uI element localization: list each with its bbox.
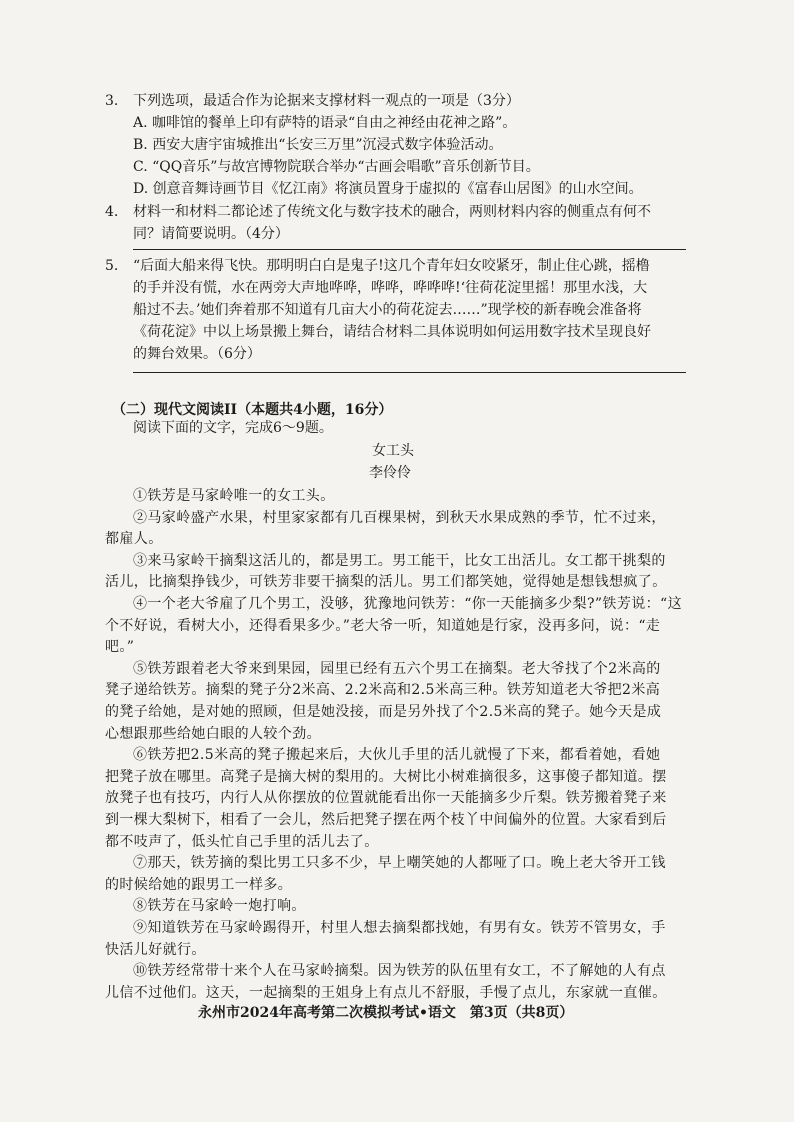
story-author: 李伶伶 (369, 465, 411, 481)
story-line: ⑥铁芳把2.5米高的凳子搬起来后，大伙儿手里的活儿就慢了下来，都看着她，看她 (133, 747, 661, 763)
question-text-line: 的手并没有慌，水在两旁大声地哗哗，哗哗，哗哗哗!‘往荷花淀里摇！那里水浅，大 (133, 280, 648, 296)
question-text-line: 材料一和材料二都论述了传统文化与数字技术的融合，两则材料内容的侧重点有何不 (133, 204, 651, 220)
section-instruction: 阅读下面的文字，完成6～9题。 (133, 420, 333, 436)
page-footer: 永州市2024年高考第二次模拟考试•语文 第3页（共8页） (198, 1005, 574, 1021)
story-line: 的时候给她的跟男工一样多。 (105, 877, 293, 893)
question-text-line: 船过不去。’她们奔着那不知道有几亩大小的荷花淀去……”现学校的新春晚会准备将 (133, 302, 642, 318)
story-line: 快活儿好就行。 (105, 942, 206, 958)
story-line: ③来马家岭干摘梨这活儿的，都是男工。男工能干，比女工出活儿。女工都干挑梨的 (133, 553, 666, 569)
story-line: 到一棵大梨树下，相看了一会儿，然后把凳子摆在两个枝丫中间偏外的位置。大家看到后 (105, 812, 667, 828)
story-line: 心想跟那些给她白眼的人较个劲。 (105, 726, 321, 742)
story-line: ④一个老大爷雇了几个男工，没够，犹豫地问铁芳：“你一天能摘多少梨?”铁芳说：“这 (133, 596, 682, 612)
story-line: ⑨知道铁芳在马家岭踢得开，村里人想去摘梨都找她，有男有女。铁芳不管男女，手 (133, 920, 666, 936)
question-number: 5. (105, 258, 119, 274)
answer-line (133, 249, 686, 250)
story-line: 凳子递给铁芳。摘梨的凳子分2米高、2.2米高和2.5米高三种。铁芳知道老大爷把2米高 (105, 682, 661, 698)
question-number: 4. (105, 204, 119, 220)
story-line: ⑦那天，铁芳摘的梨比男工只多不少，早上嘲笑她的人都哑了口。晚上老大爷开工钱 (133, 855, 666, 871)
question-stem: 下列选项，最适合作为论据来支撑材料一观点的一项是（3分） (133, 93, 520, 109)
section-heading: （二）现代文阅读II（本题共4小题，16分） (112, 402, 393, 418)
story-line: ⑩铁芳经常带十来个人在马家岭摘梨。因为铁芳的队伍里有女工，不了解她的人有点 (133, 963, 666, 979)
question-text-line: 《荷花淀》中以上场景搬上舞台，请结合材料二具体说明如何运用数字技术呈现良好 (133, 324, 651, 340)
story-line: ①铁芳是马家岭唯一的女工头。 (133, 488, 335, 504)
story-line: ⑤铁芳跟着老大爷来到果园，园里已经有五六个男工在摘梨。老大爷找了个2米高的 (133, 661, 661, 677)
story-line: 把凳子放在哪里。高凳子是摘大树的梨用的。大树比小树难摘很多，这事傻子都知道。摆 (105, 769, 667, 785)
answer-line (133, 372, 686, 373)
question-text-line: 的舞台效果。（6分） (133, 346, 261, 362)
option-a: A. 咖啡馆的餐单上印有萨特的语录“自由之神经由花神之路”。 (133, 115, 517, 131)
question-text-line: “后面大船来得飞快。那明明白白是鬼子!这几个青年妇女咬紧牙，制止住心跳，摇橹 (133, 258, 650, 274)
story-line: 都雇人。 (105, 531, 163, 547)
story-line: 活儿，比摘梨挣钱少，可铁芳非要干摘梨的活儿。男工们都笑她，觉得她是想钱想疯了。 (105, 574, 667, 590)
question-text-line: 同？请简要说明。（4分） (133, 226, 289, 242)
story-line: 都不吱声了，低头忙自己手里的活儿去了。 (105, 834, 379, 850)
story-line: 吧。” (105, 639, 135, 655)
question-number: 3. (105, 93, 119, 109)
story-line: 放凳子也有技巧，内行人从你摆放的位置就能看出你一天能摘多少斤梨。铁芳搬着凳子来 (105, 790, 667, 806)
story-line: ⑧铁芳在马家岭一炮打响。 (133, 898, 306, 914)
option-c: C. “QQ音乐”与故宫博物院联合举办“古画会唱歌”音乐创新节目。 (133, 159, 540, 175)
story-line: 个不好说，看树大小，还得看果多少。”老大爷一听，知道她是行家，没再多问，说：“走 (105, 618, 661, 634)
story-line: 儿信不过他们。这天，一起摘梨的王姐身上有点儿不舒服，手慢了点儿，东家就一直催。 (105, 985, 667, 1001)
story-line: 的凳子给她，是对她的照顾，但是她没接，而是另外找了个2.5米高的凳子。她今天是成 (105, 704, 662, 720)
option-d: D. 创意音舞诗画节目《忆江南》将演员置身于虚拟的《富春山居图》的山水空间。 (133, 181, 643, 197)
story-line: ②马家岭盛产水果，村里家家都有几百棵果树，到秋天水果成熟的季节，忙不过来， (133, 510, 666, 526)
story-title: 女工头 (372, 443, 414, 459)
option-b: B. 西安大唐宇宙城推出“长安三万里”沉浸式数字体验活动。 (133, 137, 503, 153)
